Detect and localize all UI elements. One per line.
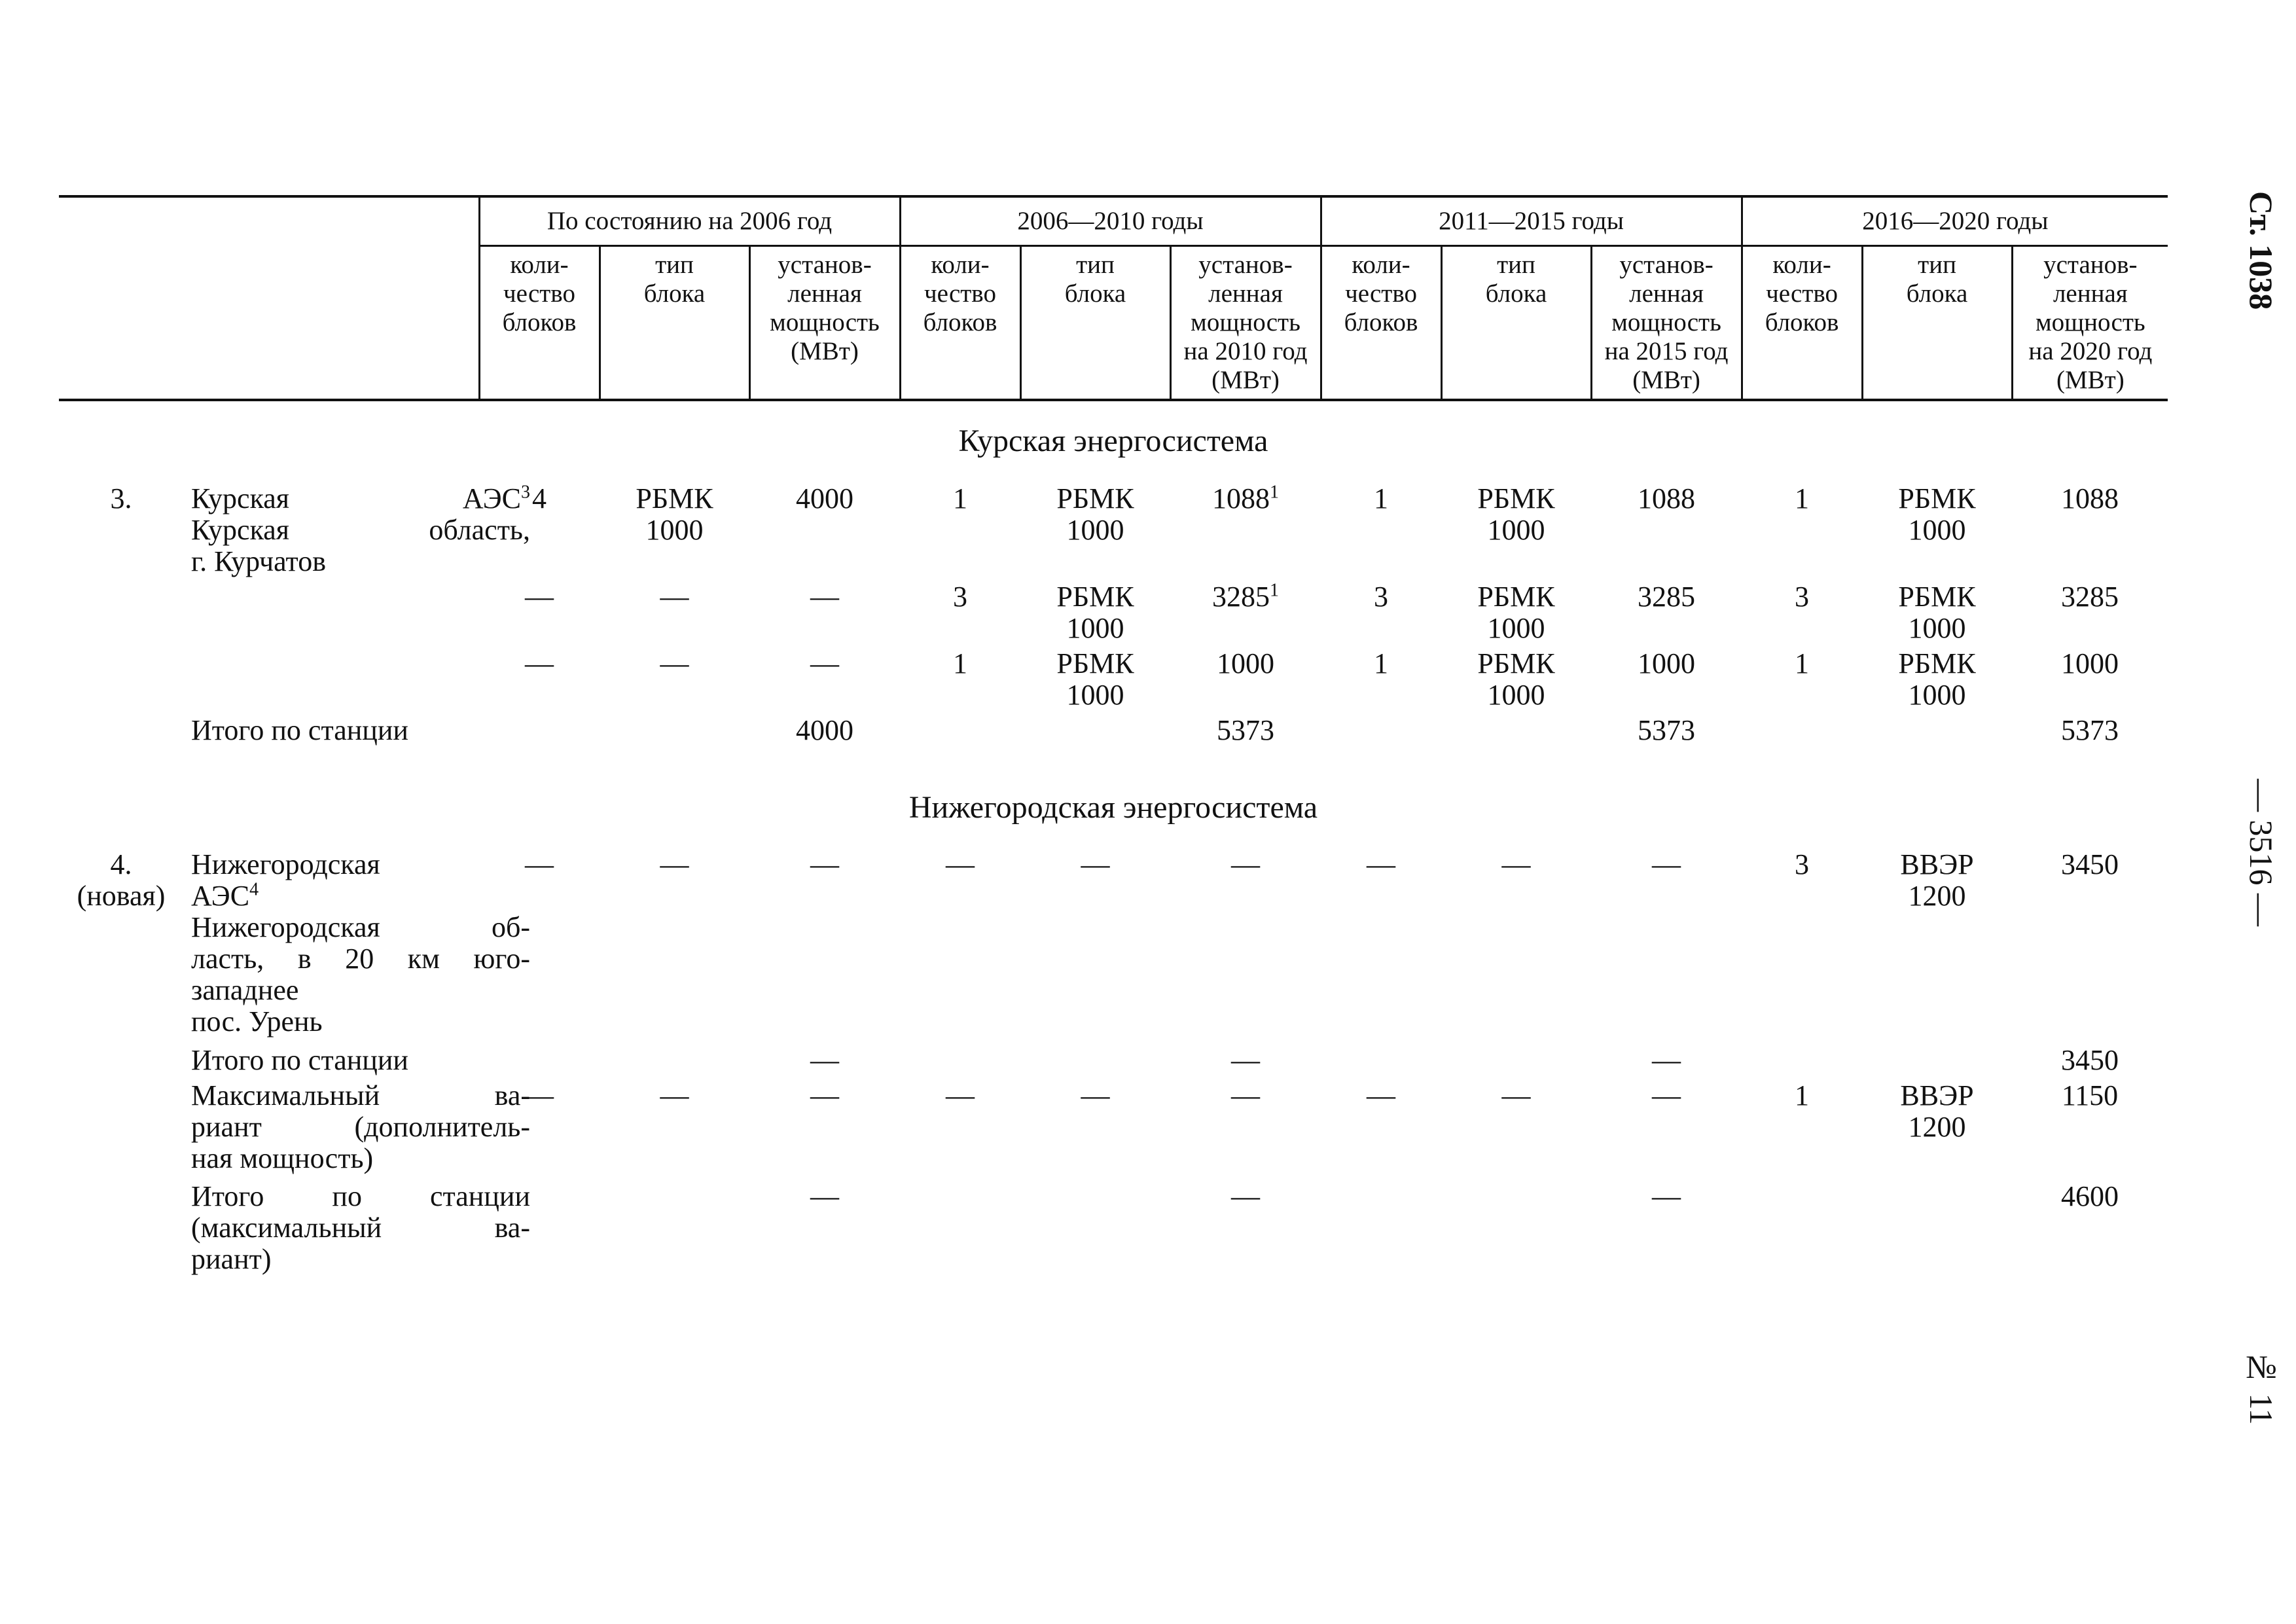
- table-cell: 1000: [2061, 647, 2119, 679]
- table-cell: 1: [953, 482, 967, 514]
- table-cell: 5373: [2061, 714, 2119, 746]
- period-header: 2011—2015 годы: [1321, 196, 1742, 246]
- page-number: — 3516 —: [2243, 779, 2280, 926]
- table-cell: —: [525, 1079, 554, 1111]
- column-header-line: чество: [1766, 280, 1839, 308]
- table-cell: РБМК 1000: [1056, 647, 1134, 711]
- footnote-mark: 1: [1270, 580, 1279, 601]
- table-cell: РБМК 1000: [1056, 482, 1134, 546]
- footnote-mark: 4: [249, 879, 259, 900]
- table-cell: 4000: [796, 482, 853, 514]
- station-name-line: г. Курчатов: [191, 545, 326, 577]
- table-cell: —: [810, 1180, 839, 1212]
- column-header-line: на 2015 год: [1604, 337, 1729, 365]
- column-header-line: блоков: [1344, 308, 1418, 336]
- column-header-line: блоков: [502, 308, 577, 336]
- station-name-line: риант): [191, 1243, 272, 1275]
- table-cell: РБМК 1000: [1477, 581, 1555, 644]
- table-cell: —: [1081, 848, 1110, 880]
- table-cell: РБМК 1000: [636, 482, 713, 546]
- table-cell: РБМК 1000: [1898, 581, 1976, 644]
- column-header-line: коли-: [1772, 251, 1831, 279]
- station-name-line: Курская АЭС$^3$: [191, 482, 530, 514]
- station-name-line: (максимальный ва-: [191, 1212, 530, 1244]
- table-cell: —: [810, 581, 839, 613]
- column-header-line: ленная: [1629, 280, 1704, 308]
- table-cell: РБМК 1000: [1898, 482, 1976, 546]
- station-name-line: Курская область,: [191, 514, 530, 546]
- table-cell: 1088$^1$: [1212, 482, 1279, 514]
- table-cell: 3285: [1638, 581, 1695, 613]
- table-cell: 1088: [1638, 482, 1695, 514]
- issue-number: № 11: [2243, 1348, 2280, 1425]
- table-cell: —: [1367, 1079, 1395, 1111]
- table-cell: РБМК 1000: [1898, 647, 1976, 711]
- table-cell: —: [810, 1044, 839, 1076]
- column-header-line: блока: [643, 280, 706, 308]
- table-cell: 3450: [2061, 1044, 2119, 1076]
- table-cell: 1: [1795, 482, 1809, 514]
- table-cell: 1150: [2061, 1079, 2119, 1111]
- column-header-line: тип: [655, 251, 694, 279]
- table-cell: 4600: [2061, 1180, 2119, 1212]
- table-cell: 3: [1374, 581, 1388, 613]
- table-cell: —: [946, 848, 975, 880]
- table-cell: 5373: [1217, 714, 1274, 746]
- table-cell: —: [1367, 848, 1395, 880]
- table-cell: —: [1652, 1044, 1681, 1076]
- column-header-line: блоков: [923, 308, 997, 336]
- column-header-line: блока: [1064, 280, 1126, 308]
- column-header-line: чество: [1345, 280, 1417, 308]
- column-header-line: мощность: [770, 308, 880, 336]
- table-cell: РБМК 1000: [1056, 581, 1134, 644]
- table-cell: 1: [1374, 482, 1388, 514]
- station-name-line: Нижегородская: [191, 848, 380, 880]
- table-cell: 3: [1795, 848, 1809, 880]
- table-cell: —: [1501, 1079, 1531, 1111]
- column-header-line: (МВт): [1211, 366, 1280, 394]
- table-cell: 3285$^1$: [1212, 580, 1279, 613]
- table-cell: 4000: [796, 714, 853, 746]
- table-cell: —: [660, 848, 689, 880]
- table-cell: —: [660, 581, 689, 613]
- column-header-line: коли-: [931, 251, 990, 279]
- table-cell: —: [1652, 1079, 1681, 1111]
- table-cell: —: [525, 581, 554, 613]
- table-cell: —: [660, 647, 689, 679]
- table-cell: —: [946, 1079, 975, 1111]
- column-header-line: коли-: [1352, 251, 1410, 279]
- station-name-line: Итого по станции: [191, 1044, 408, 1076]
- table-cell: —: [1231, 1079, 1260, 1111]
- station-name: [191, 1045, 530, 1076]
- period-header: 2016—2020 годы: [1742, 196, 2168, 246]
- table-cell: —: [1652, 848, 1681, 880]
- column-header-line: мощность: [1611, 308, 1721, 336]
- row-number: 3.: [110, 482, 132, 514]
- column-header-line: ленная: [787, 280, 862, 308]
- column-header-line: чество: [924, 280, 996, 308]
- column-header-line: ленная: [2053, 280, 2128, 308]
- column-header-line: чество: [503, 280, 575, 308]
- table-cell: 3450: [2061, 848, 2119, 880]
- table-cell: 1088: [2061, 482, 2119, 514]
- column-header-line: установ-: [2043, 251, 2138, 279]
- column-header-line: блока: [1906, 280, 1968, 308]
- region-heading: Курская энергосистема: [958, 424, 1268, 458]
- column-header-line: блока: [1485, 280, 1547, 308]
- column-header-line: ленная: [1208, 280, 1283, 308]
- table-cell: —: [525, 848, 554, 880]
- table-cell: —: [660, 1079, 689, 1111]
- station-name: [191, 1181, 530, 1275]
- column-header-line: установ-: [1619, 251, 1713, 279]
- station-name-line: АЭС$^4$: [191, 879, 259, 912]
- period-header: 2006—2010 годы: [900, 196, 1321, 246]
- region-heading: Нижегородская энергосистема: [908, 790, 1318, 825]
- column-header-line: установ-: [778, 251, 872, 279]
- table-cell: ВВЭР 1200: [1900, 848, 1974, 912]
- table-cell: 1: [953, 647, 967, 679]
- footnote-mark: 3: [521, 482, 530, 503]
- station-name: [191, 715, 530, 746]
- table-cell: 3: [953, 581, 967, 613]
- footnote-mark: 1: [1270, 482, 1279, 503]
- station-name-line: риант (дополнитель-: [191, 1111, 530, 1143]
- table-cell: ВВЭР 1200: [1900, 1079, 1974, 1143]
- table-cell: 5373: [1638, 714, 1695, 746]
- table-cell: 4: [532, 482, 547, 514]
- column-header-line: мощность: [2035, 308, 2145, 336]
- table-cell: —: [810, 1079, 839, 1111]
- column-header-line: (МВт): [791, 337, 859, 365]
- table-body: [59, 0, 2168, 1624]
- station-name-line: Итого по станции: [191, 714, 408, 746]
- table-cell: 1: [1374, 647, 1388, 679]
- column-header-line: на 2020 год: [2028, 337, 2153, 365]
- table-cell: 1000: [1217, 647, 1274, 679]
- column-header-line: мощность: [1191, 308, 1300, 336]
- station-name-line: Нижегородская об-: [191, 911, 530, 943]
- table-cell: —: [525, 647, 554, 679]
- table-cell: —: [1652, 1180, 1681, 1212]
- table-cell: —: [1231, 1180, 1260, 1212]
- table-cell: —: [1501, 848, 1531, 880]
- table-cell: 1: [1795, 647, 1809, 679]
- station-name-line: западнее: [191, 974, 299, 1006]
- column-header-line: тип: [1918, 251, 1956, 279]
- table-cell: 3285: [2061, 581, 2119, 613]
- table-cell: 1: [1795, 1079, 1809, 1111]
- station-name-line: Максимальный ва-: [191, 1079, 530, 1111]
- table-cell: —: [1081, 1079, 1110, 1111]
- station-name-line: ласть, в 20 км юго-: [191, 943, 530, 975]
- table-cell: —: [810, 647, 839, 679]
- column-header-line: установ-: [1198, 251, 1293, 279]
- station-name-line: ная мощность): [191, 1142, 374, 1174]
- row-number: 4. (новая): [77, 848, 166, 912]
- column-header-line: блоков: [1765, 308, 1839, 336]
- column-header-line: (МВт): [2056, 366, 2125, 394]
- station-name-line: Итого по станции: [191, 1180, 530, 1212]
- table-cell: РБМК 1000: [1477, 647, 1555, 711]
- column-header-line: тип: [1497, 251, 1535, 279]
- column-header-line: тип: [1076, 251, 1115, 279]
- table-cell: 3: [1795, 581, 1809, 613]
- column-header-line: (МВт): [1632, 366, 1700, 394]
- station-name-line: пос. Урень: [191, 1005, 323, 1038]
- column-header-line: коли-: [510, 251, 569, 279]
- table-cell: —: [1231, 1044, 1260, 1076]
- column-header-line: на 2010 год: [1183, 337, 1308, 365]
- period-header: По состоянию на 2006 год: [479, 196, 900, 246]
- article-number: Ст. 1038: [2243, 191, 2280, 310]
- table-cell: РБМК 1000: [1477, 482, 1555, 546]
- table-cell: 1000: [1638, 647, 1695, 679]
- table-cell: —: [1231, 848, 1260, 880]
- table-cell: —: [810, 848, 839, 880]
